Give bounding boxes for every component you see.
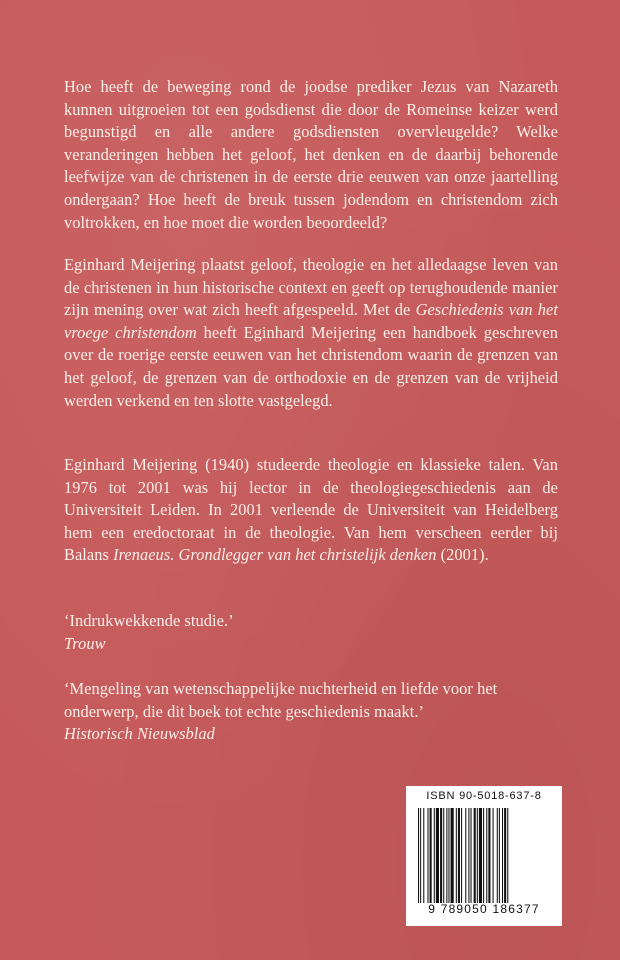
intro-text: Hoe heeft de beweging rond de joodse prediker Jezus van Nazareth kunnen uitgroeien tot een godsdienst die door de Romeinse keizer werd begunstigd en alle andere godsdiensten overvleugelde? Welke veranderingen hebben het geloof, het denken en de daarbij behorende leefwijze van de christenen in de eerste drie eeuwen van onze jaartelling ondergaan? Hoe heeft de breuk tussen jodendom en christendom zich voltrokken, en hoe moet die worden beoordeeld? <box>64 77 558 232</box>
quote-source: Trouw <box>64 633 106 653</box>
bio-text-part2: (2001). <box>436 545 489 565</box>
quote-text: ‘Mengeling van wetenschappelijke nuchterheid en liefde voor het onderwerp, die dit boek tot echte geschiedenis maakt.’ <box>64 679 498 721</box>
isbn-number: ISBN 90-5018-637-8 <box>426 790 542 802</box>
bio-text <box>64 454 558 567</box>
review-quote-trouw <box>64 610 558 655</box>
about-paragraph <box>64 254 558 412</box>
quote-source: Historisch Nieuwsblad <box>64 724 215 744</box>
quote-text: ‘Indrukwekkende studie.’ <box>64 611 234 630</box>
author-bio <box>64 454 558 567</box>
barcode-icon <box>416 808 556 903</box>
earlier-book-title: Irenaeus. Grondlegger van het christelijk denken <box>113 545 437 565</box>
review-quote-historisch-nieuwsblad <box>64 678 558 746</box>
about-text-part2: heeft Eginhard Meijering een handboek geschreven over de roerige eerste eeuwen van het christendom waarin de grenzen van het geloof, de grenzen van de orthodoxie en de grenzen van de vrijheid werden verkend en ten slotte vastgelegd. <box>64 322 558 410</box>
about-text <box>64 254 558 412</box>
ean-digits: 9 789050 186377 <box>428 902 540 916</box>
about-text-part1: Eginhard Meijering plaatst geloof, theologie en het alledaagse leven van de christenen in hun historische context en geeft op terughoudende manier zijn mening over wat zich heeft afgespeeld. Met de <box>64 255 558 320</box>
barcode-label <box>406 786 562 926</box>
book-title: Geschiedenis van het vroege christendom <box>64 300 558 342</box>
bio-text-part1: Eginhard Meijering (1940) studeerde theologie en klassieke talen. Van 1976 tot 2001 was hij lector in de theologiegeschiedenis aan de Universiteit Leiden. In 2001 verleende de Universiteit van Heidelberg hem een eredoctoraat in de theologie. Van hem verscheen eerder bij Balans <box>64 455 558 565</box>
intro-paragraph <box>64 76 558 234</box>
